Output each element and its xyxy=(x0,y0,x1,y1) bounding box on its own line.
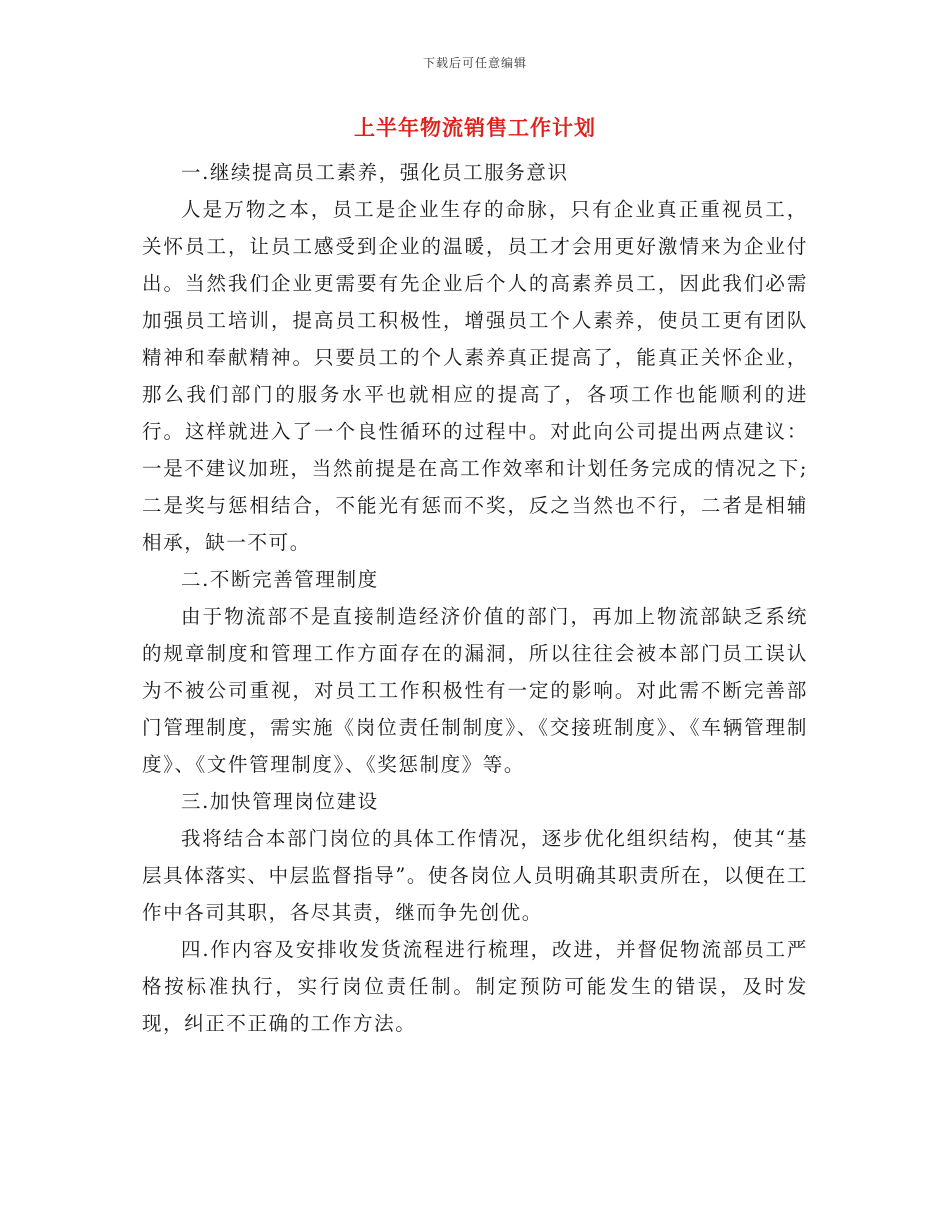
section-2-heading: 二.不断完善管理制度 xyxy=(181,568,379,591)
section-1-paragraph: 人是万物之本，员工是企业生存的命脉，只有企业真正重视员工，关怀员工，让员工感受到企业的温暖，员工才会用更好激情来为企业付出。当然我们企业更需要有先企业后个人的高素养员工，因此我们必需加强员工培训，提高员工积极性，增强员工个人素养，使员工更有团队精神和奉献精神。只要员工的个人素养真正提高了，能真正关怀企业，那么我们部门的服务水平也就相应的提高了，各项工作也能顺利的进行。这样就进入了一个良性循环的过程中。对此向公司提出两点建议：一是不建议加班，当然前提是在高工作效率和计划任务完成的情况之下;二是奖与惩相结合，不能光有惩而不奖，反之当然也不行，二者是相辅相承，缺一不可。 xyxy=(142,198,808,554)
section-4-paragraph: 四.作内容及安排收发货流程进行梳理，改进，并督促物流部员工严格按标准执行，实行岗位责任制。制定预防可能发生的错误，及时发现，纠正不正确的工作方法。 xyxy=(142,938,808,1035)
document-body xyxy=(142,154,808,1042)
section-2-paragraph: 由于物流部不是直接制造经济价值的部门，再加上物流部缺乏系统的规章制度和管理工作方面存在的漏洞，所以往往会被本部门员工误认为不被公司重视，对员工工作积极性有一定的影响。对此需不断完善部门管理制度，需实施《岗位责任制制度》、《交接班制度》、《车辆管理制度》、《文件管理制度》、《奖惩制度》等。 xyxy=(142,605,808,776)
section-3-paragraph: 我将结合本部门岗位的具体工作情况，逐步优化组织结构，使其“基层具体落实、中层监督指导”。使各岗位人员明确其职责所在，以便在工作中各司其职，各尽其责，继而争先创优。 xyxy=(142,827,808,924)
section-3-heading: 三.加快管理岗位建设 xyxy=(181,790,379,813)
page-header-note: 下载后可任意编辑 xyxy=(422,56,527,70)
document-title: 上半年物流销售工作计划 xyxy=(354,115,596,140)
section-1-heading: 一.继续提高员工素养，强化员工服务意识 xyxy=(181,161,569,184)
